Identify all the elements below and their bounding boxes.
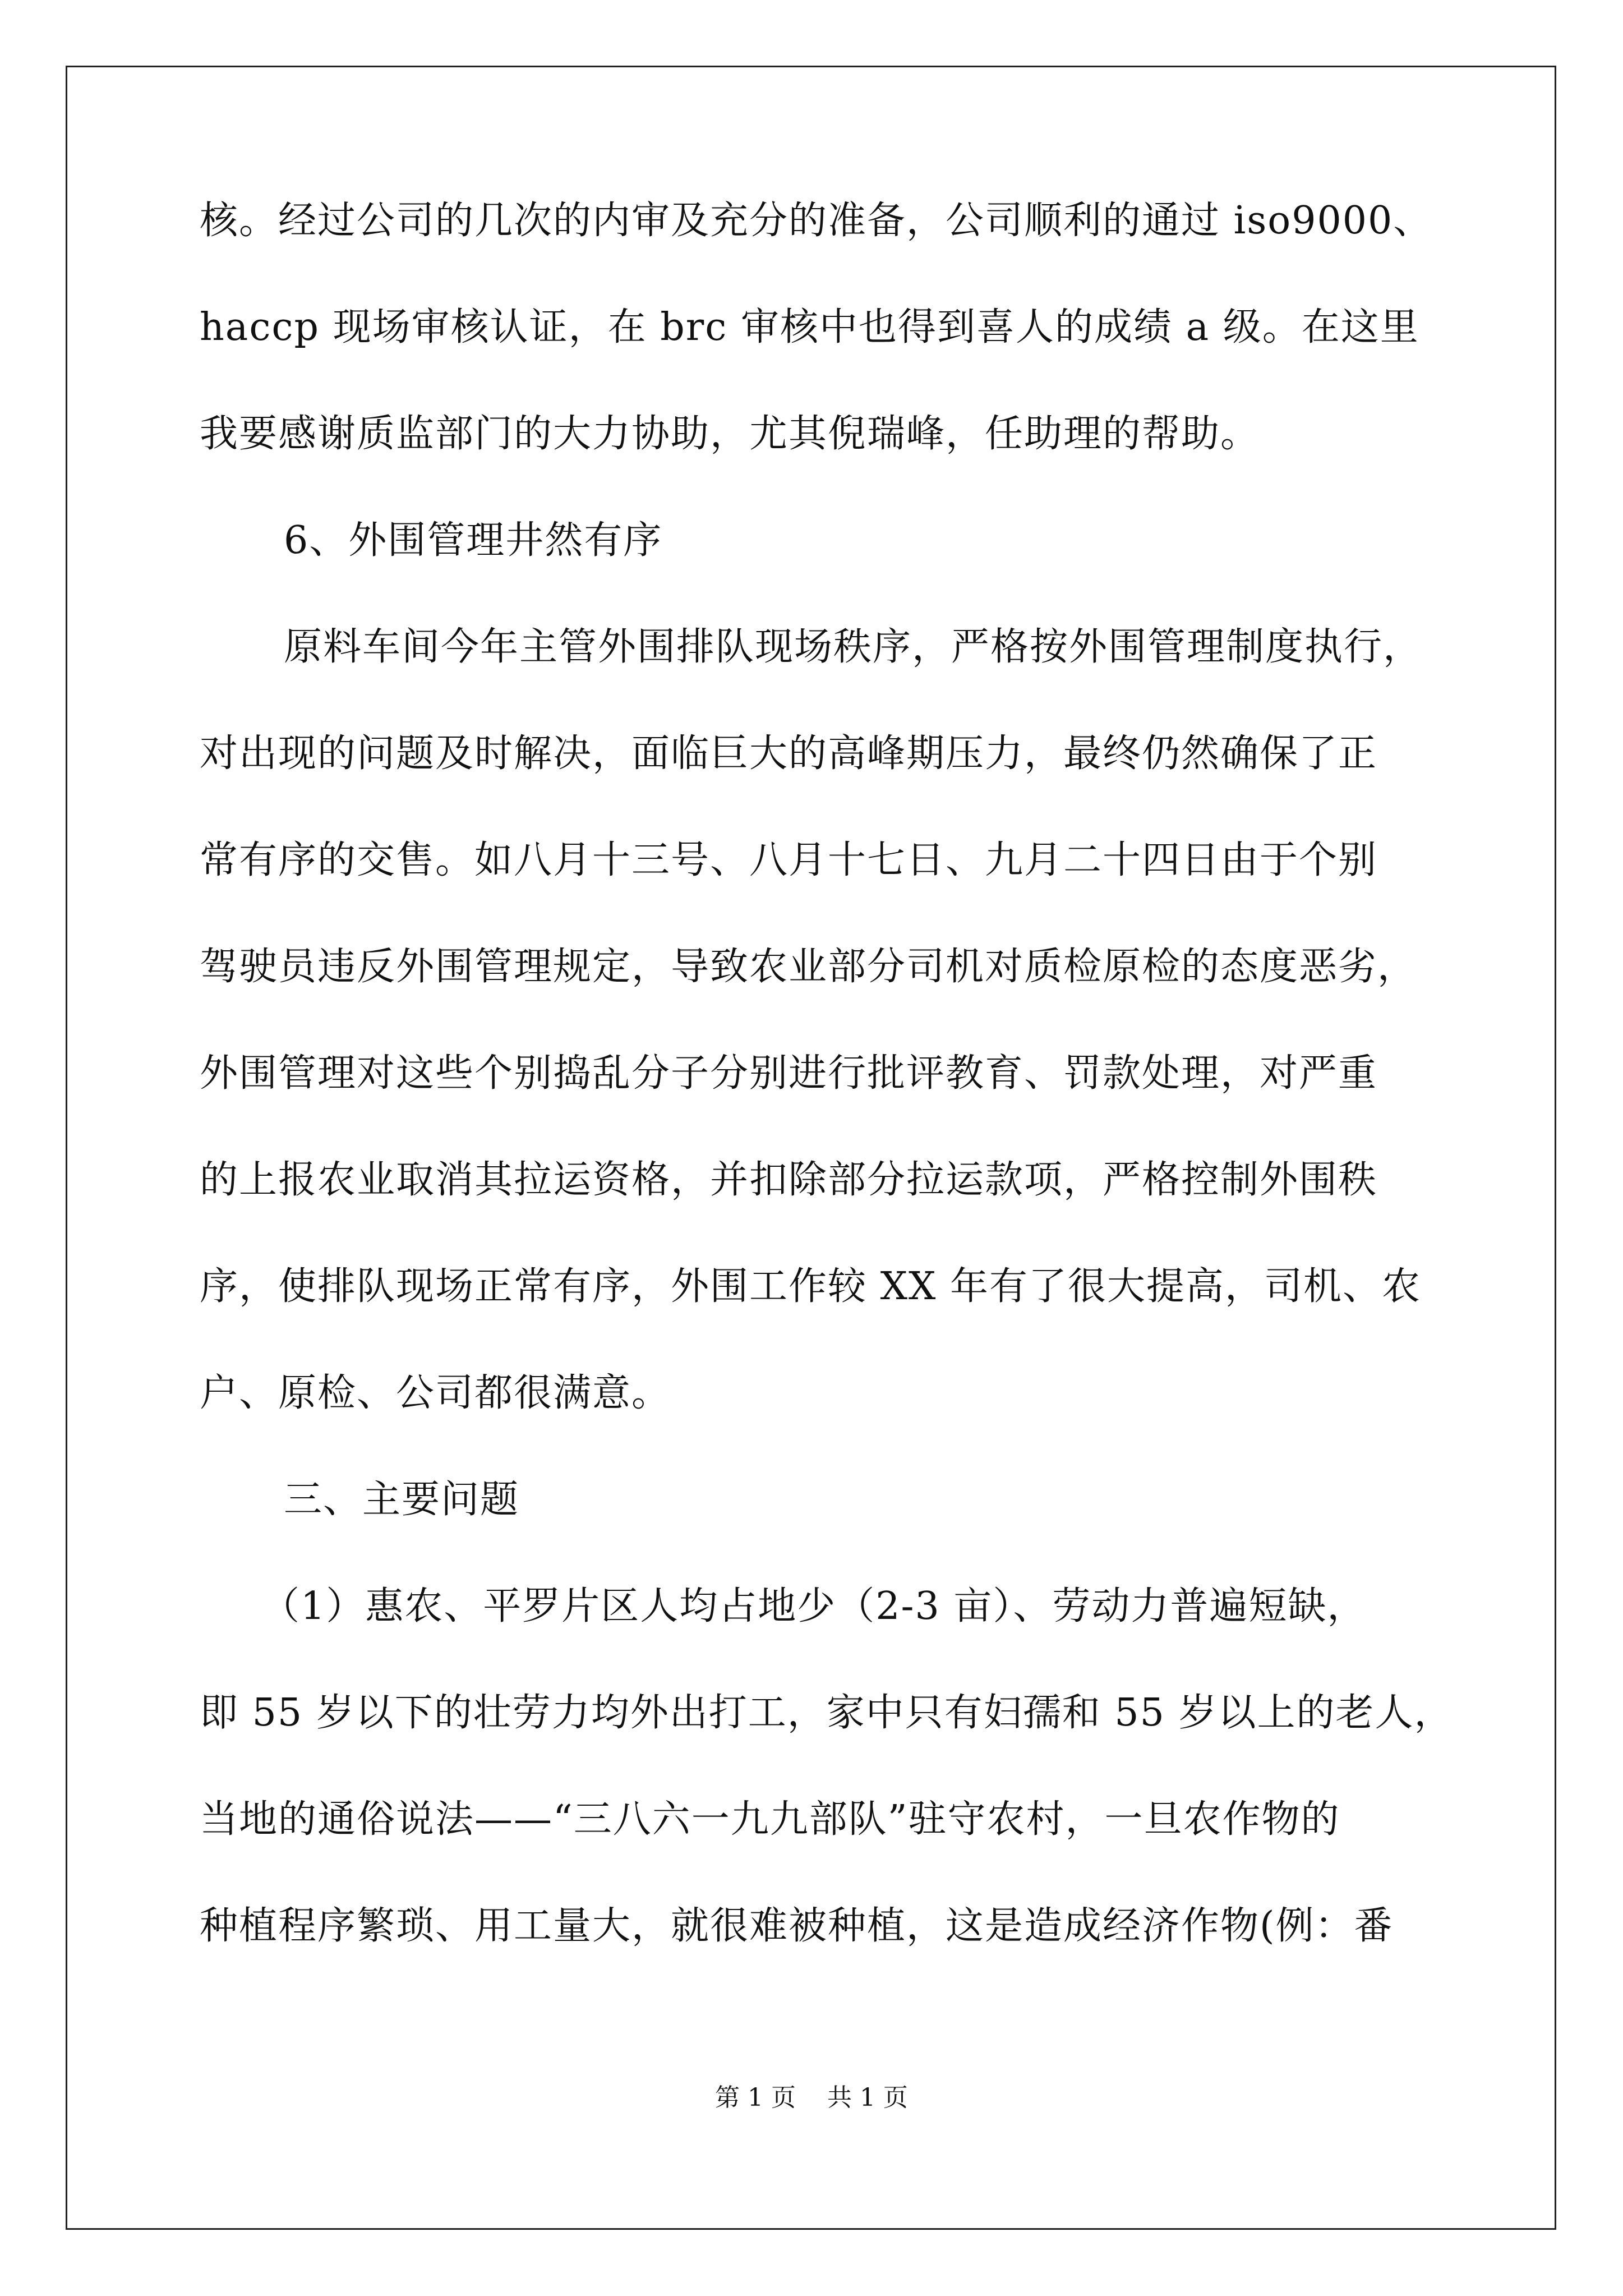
text-line: 对出现的问题及时解决，面临巨大的高峰期压力，最终仍然确保了正 [200,731,1378,776]
text-line: 的上报农业取消其拉运资格，并扣除部分拉运款项，严格控制外围秩 [200,1158,1378,1202]
text-line: 序，使排队现场正常有序，外围工作较 XX 年有了很大提高，司机、农 [200,1264,1422,1309]
text-line: 驾驶员违反外围管理规定，导致农业部分司机对质检原检的态度恶劣， [200,945,1417,989]
text-line: 核。经过公司的几次的内审及充分的准备，公司顺利的通过 iso9000、 [200,199,1433,243]
text-line: 常有序的交售。如八月十三号、八月十七日、九月二十四日由于个别 [200,838,1378,882]
page-footer: 第 1 页 共 1 页 [715,2083,908,2112]
text-line: （1）惠农、平罗片区人均占地少（2-3 亩）、劳动力普遍短缺， [261,1584,1367,1628]
section-heading: 6、外围管理井然有序 [284,518,663,563]
text-line: 我要感谢质监部门的大力协助，尤其倪瑞峰，任助理的帮助。 [200,412,1260,456]
text-line: 种植程序繁琐、用工量大，就很难被种植，这是造成经济作物(例：番 [200,1904,1394,1948]
text-line: haccp 现场审核认证，在 brc 审核中也得到喜人的成绩 a 级。在这里 [200,305,1419,349]
text-line: 外围管理对这些个别捣乱分子分别进行批评教育、罚款处理，对严重 [200,1051,1378,1096]
text-line: 即 55 岁以下的壮劳力均外出打工，家中只有妇孺和 55 岁以上的老人， [200,1691,1454,1735]
text-line: 户、原检、公司都很满意。 [200,1371,671,1415]
section-heading: 三、主要问题 [284,1478,520,1522]
text-line: 当地的通俗说法——“三八六一九九部队”驻守农村，一旦农作物的 [200,1797,1340,1842]
text-line: 原料车间今年主管外围排队现场秩序，严格按外围管理制度执行， [284,625,1423,669]
